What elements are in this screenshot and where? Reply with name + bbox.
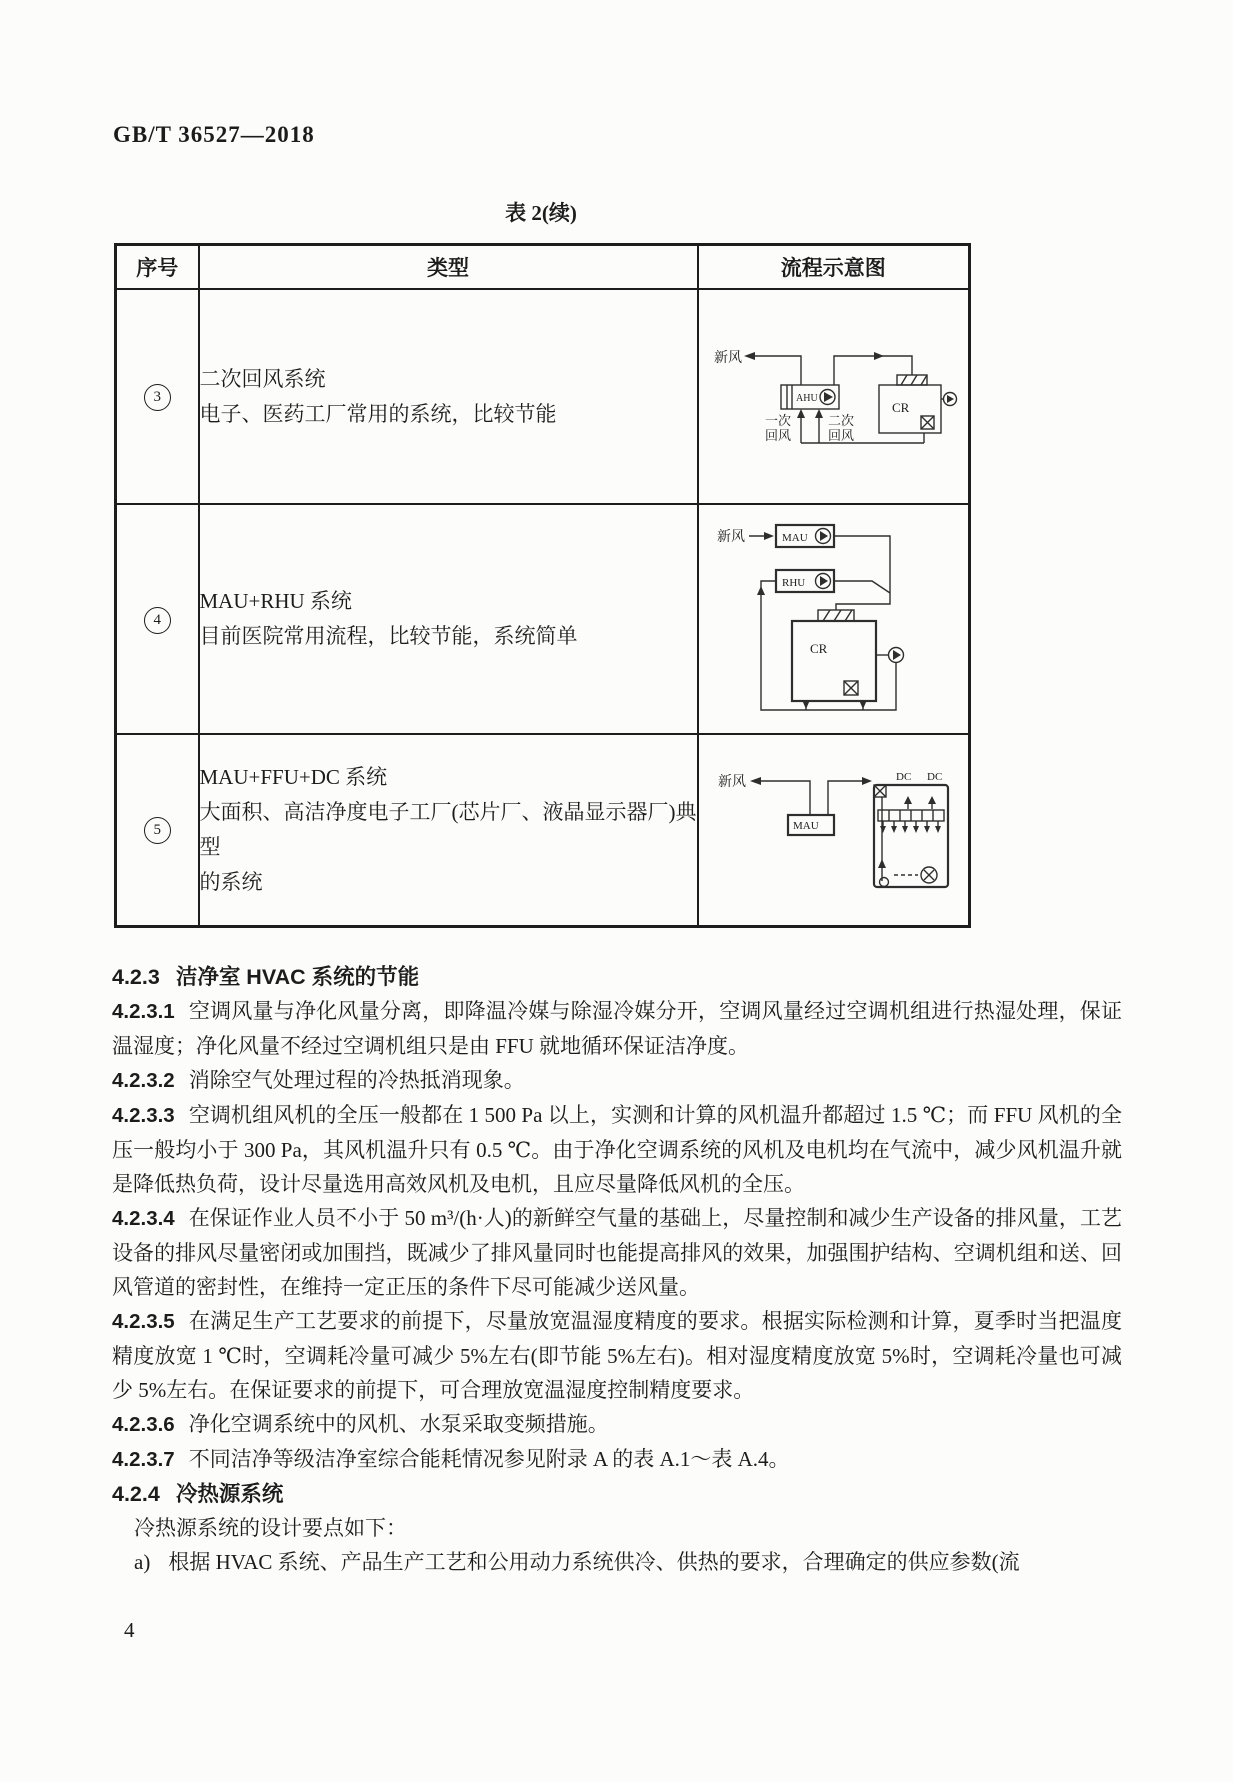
doc-number: GB/T 36527—2018 — [113, 122, 315, 147]
exhaust-fan-icon — [876, 648, 904, 663]
arrow-right-icon — [764, 532, 774, 540]
arrow-right-icon — [862, 777, 872, 785]
clause-number: 4.2.3.6 — [112, 1413, 175, 1436]
clause-text: 空调风量与净化风量分离，即降温冷媒与除湿冷媒分开，空调风量经过空调机组进行热湿处理，保证温湿度；净化风量不经过空调机组只是由 FFU 就地循环保证洁净度。 — [112, 999, 1122, 1058]
lead-paragraph: 冷热源系统的设计要点如下： — [134, 1516, 407, 1540]
fan-icon — [816, 529, 831, 544]
dc-label: DC — [927, 770, 943, 783]
sensor-icon — [880, 877, 889, 886]
system-type-line: 电子、医药工厂常用的系统，比较节能 — [199, 401, 557, 426]
fan-icon — [921, 867, 937, 883]
primary-return-label: 一次 — [765, 412, 792, 428]
system-type-line: 的系统 — [199, 869, 263, 894]
mau-label: MAU — [793, 819, 819, 832]
system-type-line: 二次回风系统 — [199, 366, 326, 391]
clause-text: 净化空调系统中的风机、水泵采取变频措施。 — [188, 1412, 609, 1436]
clause-title: 洁净室 HVAC 系统的节能 — [175, 965, 420, 989]
serial-cell — [116, 734, 199, 926]
hvac-systems-table — [114, 243, 971, 928]
secondary-return-label: 二次 — [828, 412, 855, 428]
flow-diagram-mau-ffu-dc — [712, 763, 954, 897]
serial-cell — [116, 289, 199, 504]
dc-label: DC — [896, 770, 912, 783]
fan-icon — [820, 389, 835, 404]
clause-paragraph — [112, 1407, 1122, 1442]
clause-paragraph — [112, 994, 1122, 1063]
circled-number: 5 — [144, 817, 171, 844]
clause-title: 冷热源系统 — [175, 1482, 284, 1506]
clause-number: 4.2.3.3 — [112, 1104, 175, 1127]
duct-line — [834, 536, 890, 593]
column-header-serial: 序号 — [116, 245, 199, 290]
diagram-cell — [698, 504, 970, 734]
arrow-up-icon — [904, 796, 912, 804]
arrow-up-icon — [928, 796, 936, 804]
arrow-up-icon — [878, 859, 886, 868]
arrow-left-icon — [750, 777, 761, 785]
section-heading-4-2-4 — [112, 1477, 1122, 1511]
table-title: 表 2(续) — [505, 201, 577, 225]
rhu-label: RHU — [782, 577, 806, 589]
fresh-air-label: 新风 — [714, 350, 743, 366]
return-duct-line — [806, 701, 863, 710]
clause-number: 4.2.3 — [112, 965, 160, 989]
arrow-down-icon — [802, 700, 810, 709]
clause-paragraph — [112, 1063, 1122, 1098]
arrow-right-icon — [874, 352, 884, 360]
fresh-air-label: 新风 — [717, 530, 746, 545]
column-header-diagram: 流程示意图 — [698, 245, 970, 290]
clause-number: 4.2.3.2 — [112, 1069, 175, 1092]
type-cell — [199, 289, 698, 504]
clause-number: 4.2.3.5 — [112, 1310, 175, 1333]
damper-icon — [874, 785, 886, 797]
type-cell — [199, 734, 698, 926]
cleanroom-box — [879, 385, 941, 433]
clause-paragraph — [112, 1442, 1122, 1477]
serial-cell — [116, 504, 199, 734]
secondary-return-label: 回风 — [828, 427, 855, 443]
circled-number: 4 — [144, 607, 171, 634]
ahu-label: AHU — [796, 392, 818, 404]
damper-icon — [844, 681, 858, 695]
mau-box — [776, 525, 834, 547]
column-header-type: 类型 — [199, 245, 698, 290]
fan-icon — [816, 574, 831, 589]
fresh-air-label: 新风 — [718, 774, 747, 790]
primary-return-label: 回风 — [765, 427, 792, 443]
table-row-5 — [116, 734, 970, 926]
list-item-a — [112, 1545, 1122, 1579]
hepa-filter-icon — [818, 610, 854, 621]
supply-duct-line — [834, 356, 912, 385]
clause-number: 4.2.4 — [112, 1482, 160, 1506]
arrow-up-icon — [757, 586, 765, 595]
diagram-cell — [698, 734, 970, 926]
clause-text: 不同洁净等级洁净室综合能耗情况参见附录 A 的表 A.1～表 A.4。 — [188, 1447, 790, 1471]
duct-line — [755, 356, 801, 385]
clause-paragraph — [112, 1098, 1122, 1201]
diagram-cell — [698, 289, 970, 504]
ffu-ceiling — [878, 810, 944, 821]
damper-icon — [921, 416, 934, 429]
clause-number: 4.2.3.4 — [112, 1207, 175, 1230]
clause-text: 在满足生产工艺要求的前提下，尽量放宽温湿度精度的要求。根据实际检测和计算，夏季时当把温度精度放宽 1 ℃时，空调耗冷量可减少 5%左右(即节能 5%左右)。相对湿度精度放宽 5%时，空调耗冷量也可减少 5%左右。在保证要求的前提下，可合理放宽温湿度控制精度要求。 — [112, 1309, 1122, 1402]
system-type-line: 目前医院常用流程，比较节能，系统简单 — [199, 624, 578, 648]
table-header-row — [116, 245, 970, 290]
hepa-filter-icon — [897, 375, 927, 385]
ahu-box — [781, 385, 839, 409]
clause-paragraph — [112, 1201, 1122, 1304]
table-row-3 — [116, 289, 970, 504]
duct-line — [761, 781, 810, 815]
page-number: 4 — [124, 1618, 135, 1642]
cr-label: CR — [892, 399, 910, 415]
system-type-line: MAU+RHU 系统 — [199, 589, 352, 613]
supply-air-arrows — [880, 821, 941, 833]
duct-line — [836, 593, 890, 610]
arrow-up-icon — [815, 409, 823, 418]
return-air-arrows — [797, 409, 823, 443]
system-type-line: 大面积、高洁净度电子工厂(芯片厂、液晶显示器厂)典型 — [199, 799, 697, 859]
arrow-down-icon — [859, 700, 867, 709]
type-cell — [199, 504, 698, 734]
rhu-box — [776, 570, 834, 592]
clause-text: 消除空气处理过程的冷热抵消现象。 — [188, 1068, 525, 1092]
duct-line — [828, 781, 868, 815]
cleanroom-box — [792, 621, 876, 701]
duct-line — [834, 581, 890, 593]
cr-label: CR — [810, 641, 828, 656]
cleanroom-box — [874, 785, 948, 887]
circled-number: 3 — [144, 384, 171, 411]
mau-label: MAU — [782, 532, 808, 544]
section-heading-4-2-3 — [112, 960, 1122, 994]
clause-number: 4.2.3.7 — [112, 1448, 175, 1471]
system-type-line: MAU+FFU+DC 系统 — [199, 764, 388, 789]
arrow-left-icon — [744, 352, 755, 360]
clause-text: 在保证作业人员不小于 50 m³/(h·人)的新鲜空气量的基础上，尽量控制和减少生产设备的排风量，工艺设备的排风尽量密闭或加围挡，既减少了排风量同时也能提高排风的效果，加强围护结构、空调机组和送、回风管道的密封性，在维持一定正压的条件下尽可能减少送风量。 — [112, 1206, 1122, 1299]
exhaust-fan-icon — [941, 392, 957, 405]
mau-box — [788, 815, 834, 835]
flow-diagram-mau-rhu — [713, 520, 953, 718]
clause-paragraph — [112, 1304, 1122, 1407]
arrow-up-icon — [797, 409, 805, 418]
flow-diagram-secondary-return — [708, 341, 958, 453]
filter-stripes-icon — [787, 385, 792, 409]
list-item-text: 根据 HVAC 系统、产品生产工艺和公用动力系统供冷、供热的要求，合理确定的供应参数(流 — [168, 1550, 1020, 1574]
clause-text: 空调机组风机的全压一般都在 1 500 Pa 以上，实测和计算的风机温升都超过 1.5 ℃；而 FFU 风机的全压一般均小于 300 Pa，其风机温升只有 0.5 ℃。由于净化空调系统的风机及电机均在气流中，减少风机温升就是降低热负荷，设计尽量选用高效风机及电机，且应尽量降低风机的全压。 — [112, 1103, 1122, 1196]
table-row-4 — [116, 504, 970, 734]
body-text — [112, 960, 1122, 1579]
clause-number: 4.2.3.1 — [112, 1000, 175, 1023]
list-marker: a) — [134, 1550, 151, 1574]
